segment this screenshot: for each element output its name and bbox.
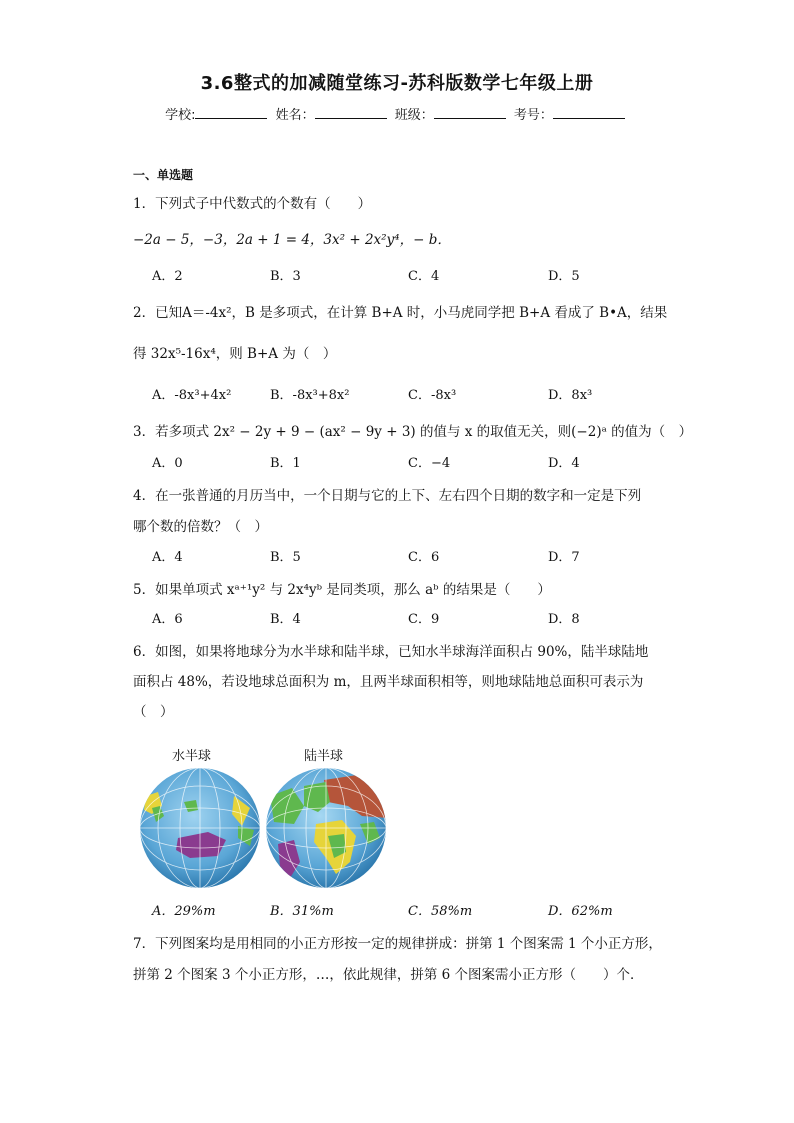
exam-blank[interactable] xyxy=(553,106,625,119)
q1-option-a[interactable]: A．2 xyxy=(152,269,183,284)
q4-option-a[interactable]: A．4 xyxy=(152,550,183,565)
q4-option-b[interactable]: B．5 xyxy=(270,550,301,565)
q7-stem-line2: 拼第 2 个图案 3 个小正方形，…，依此规律，拼第 6 个图案需小正方形（ ）个． xyxy=(133,967,644,983)
q5-stem: 5．如果单项式 xᵃ⁺¹y² 与 2x⁴yᵇ 是同类项，那么 aᵇ 的结果是（ ） xyxy=(133,582,551,598)
q6-option-c[interactable]: C．58%m xyxy=(408,904,473,919)
q4-option-c[interactable]: C．6 xyxy=(408,550,440,565)
q5-option-b[interactable]: B．4 xyxy=(270,612,301,627)
name-label: 姓名： xyxy=(275,108,315,123)
q4-option-d[interactable]: D．7 xyxy=(548,550,580,565)
q3-option-a[interactable]: A．0 xyxy=(152,456,183,471)
q6-stem-line3: （ ） xyxy=(133,704,174,720)
q2-option-d[interactable]: D．8x³ xyxy=(548,388,593,403)
q1-option-d[interactable]: D．5 xyxy=(548,269,580,284)
q3-option-b[interactable]: B．1 xyxy=(270,456,301,471)
q6-stem-line1: 6．如图，如果将地球分为水半球和陆半球，已知水半球海洋面积占 90%，陆半球陆地 xyxy=(133,644,649,660)
section-title: 一、单选题 xyxy=(133,168,194,182)
q6-option-d[interactable]: D．62%m xyxy=(548,904,613,919)
q2-option-c[interactable]: C．-8x³ xyxy=(408,388,457,403)
school-blank[interactable] xyxy=(195,106,267,119)
q4-stem-line2: 哪个数的倍数？（ ） xyxy=(133,519,268,535)
water-hemisphere-globe xyxy=(138,766,262,890)
q3-stem: 3．若多项式 2x² − 2y + 9 − (ax² − 9y + 3) 的值与 x 的取值无关，则(−2)ᵃ 的值为（ ） xyxy=(133,424,693,440)
land-hemisphere-label: 陆半球 xyxy=(304,749,344,764)
class-label: 班级： xyxy=(394,108,434,123)
q6-option-b[interactable]: B．31%m xyxy=(270,904,334,919)
q2-option-a[interactable]: A．-8x³+4x² xyxy=(152,388,232,403)
q6-option-a[interactable]: A．29%m xyxy=(152,904,216,919)
q5-option-a[interactable]: A．6 xyxy=(152,612,183,627)
q2-stem-line1: 2．已知A＝-4x²，B 是多项式，在计算 B+A 时，小马虎同学把 B+A 看成了 B•A，结果 xyxy=(133,305,668,321)
q1-option-c[interactable]: C．4 xyxy=(408,269,440,284)
q1-expression: −2a − 5，−3，2a + 1 = 4，3x² + 2x²y⁴，− b． xyxy=(133,232,451,248)
school-label: 学校: xyxy=(165,108,196,123)
q1-option-b[interactable]: B．3 xyxy=(270,269,301,284)
student-info-line xyxy=(0,104,794,123)
q5-option-d[interactable]: D．8 xyxy=(548,612,580,627)
page-title: 3.6整式的加减随堂练习-苏科版数学七年级上册 xyxy=(200,73,594,94)
q2-option-b[interactable]: B．-8x³+8x² xyxy=(270,388,350,403)
water-hemisphere-label: 水半球 xyxy=(172,749,212,764)
land-hemisphere-globe xyxy=(264,766,388,890)
q3-option-d[interactable]: D．4 xyxy=(548,456,580,471)
class-blank[interactable] xyxy=(434,106,506,119)
q5-option-c[interactable]: C．9 xyxy=(408,612,440,627)
q7-stem-line1: 7．下列图案均是用相同的小正方形按一定的规律拼成：拼第 1 个图案需 1 个小正方形， xyxy=(133,936,662,952)
q4-stem-line1: 4．在一张普通的月历当中，一个日期与它的上下、左右四个日期的数字和一定是下列 xyxy=(133,488,642,504)
q6-stem-line2: 面积占 48%，若设地球总面积为 m，且两半球面积相等，则地球陆地总面积可表示为 xyxy=(133,674,644,690)
q2-stem-line2: 得 32x⁵-16x⁴，则 B+A 为（ ） xyxy=(133,346,337,362)
q1-stem: 1．下列式子中代数式的个数有（ ） xyxy=(133,196,372,212)
exam-label: 考号： xyxy=(513,108,553,123)
q3-option-c[interactable]: C．−4 xyxy=(408,456,451,471)
name-blank[interactable] xyxy=(315,106,387,119)
